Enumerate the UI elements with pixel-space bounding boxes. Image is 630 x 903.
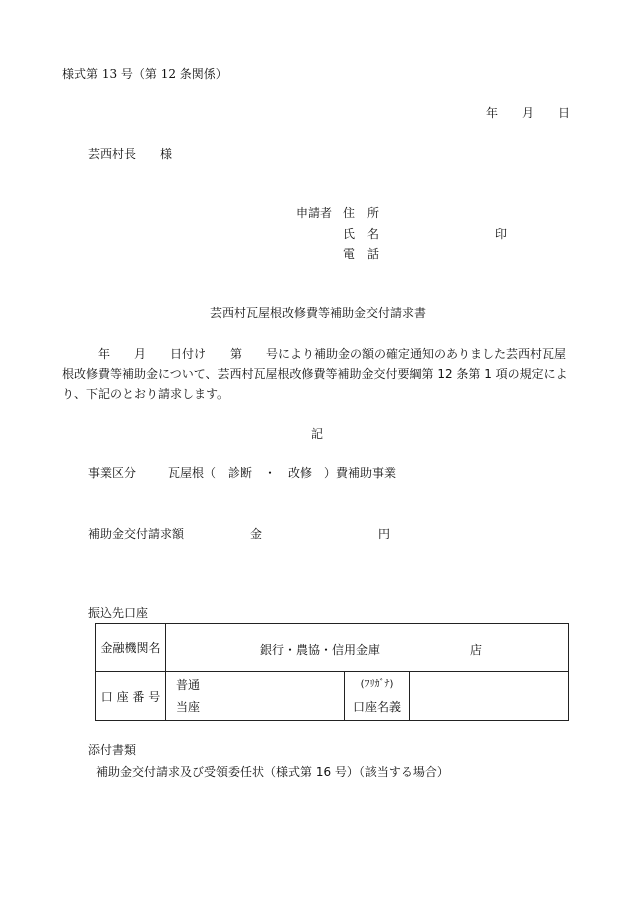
document-title: 芸西村瓦屋根改修費等補助金交付請求書	[210, 306, 427, 320]
business-category-value: 瓦屋根（ 診断 ・ 改修 ）費補助事業	[168, 466, 397, 480]
ki-heading: 記	[311, 427, 324, 441]
addressee: 芸西村長 様	[88, 147, 173, 161]
institution-label: 金融機関名	[96, 624, 166, 672]
account-number-label: 口 座 番 号	[96, 672, 166, 721]
date-line	[486, 105, 570, 121]
institution-types: 銀行・農協・信用金庫	[260, 643, 381, 657]
institution-row	[96, 624, 569, 672]
branch-suffix: 店	[470, 643, 483, 657]
date-day: 日	[558, 106, 571, 120]
institution-value-cell	[166, 624, 569, 672]
account-holder-value	[410, 672, 569, 721]
account-number-row	[96, 672, 569, 721]
bank-account-table	[95, 623, 569, 721]
account-holder-label-cell	[345, 672, 410, 721]
amount-prefix: 金	[250, 527, 263, 541]
body-paragraph: 年 月 日付け 第 号により補助金の額の確定通知のありました芸西村瓦屋根改修費等補助金について、芸西村瓦屋根改修費等補助金交付要綱第 12 条第 1 項の規定により、下記のとおり請求します。	[62, 347, 568, 401]
attachment-item: 補助金交付請求及び受領委任状（様式第 16 号）（該当する場合）	[96, 765, 449, 779]
date-month: 月	[522, 106, 535, 120]
account-type-cell	[166, 672, 345, 721]
amount-unit: 円	[378, 527, 391, 541]
date-year: 年	[486, 106, 499, 120]
business-category-label: 事業区分	[88, 466, 137, 480]
attachments-heading: 添付書類	[88, 743, 137, 757]
phone-label: 電 話	[343, 247, 380, 261]
form-number: 様式第 13 号（第 12 条関係）	[62, 67, 228, 81]
applicant-label: 申請者	[296, 206, 333, 220]
account-type-current: 当座	[176, 700, 201, 714]
name-label: 氏 名	[343, 227, 380, 241]
account-heading: 振込先口座	[88, 606, 149, 620]
seal-mark: 印	[495, 227, 508, 241]
address-label: 住 所	[343, 206, 380, 220]
account-holder-label: 口座名義	[352, 700, 401, 714]
amount-label: 補助金交付請求額	[88, 527, 185, 541]
account-type-ordinary: 普通	[176, 678, 201, 692]
furigana-label: (ﾌﾘｶﾞﾅ)	[360, 679, 394, 690]
